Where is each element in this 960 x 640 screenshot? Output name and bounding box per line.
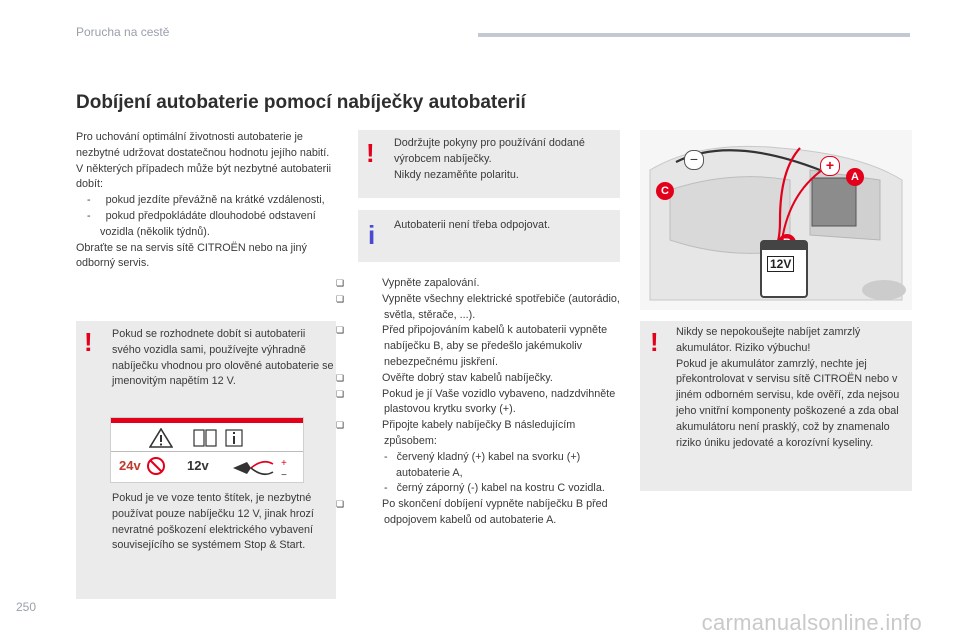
warning-box-right	[640, 321, 912, 491]
label-red-stripe	[111, 418, 303, 423]
intro-text	[76, 130, 344, 272]
step-1: ❏ Vypněte zapalování.	[360, 276, 622, 292]
intro-item-1: - pokud jezdíte převážně na krátké vzdálenosti,	[87, 194, 325, 207]
intro-paragraph-3: Obraťte se na servis sítě CITROËN nebo na jiný odborný servis.	[76, 241, 307, 270]
warning-exclamation-icon: !	[650, 327, 659, 357]
step-2: ❏ Vypněte všechny elektrické spotřebiče (autorádio, světla, stěrače, ...).	[336, 292, 620, 321]
info-icon: i	[368, 220, 376, 250]
checkbox-icon: ❏	[336, 499, 345, 510]
label-divider	[111, 451, 303, 452]
sub-step-1: - červený kladný (+) kabel na svorku (+) autobaterie A,	[384, 450, 581, 479]
warning-box-middle	[358, 130, 620, 198]
charger-12v-label: 12V	[767, 256, 794, 272]
label-24v: 24v	[119, 458, 141, 473]
checkbox-icon: ❏	[336, 278, 345, 288]
step-3: ❏ Před připojováním kabelů k autobaterii vypněte nabíječku B, aby se předešlo jakémukoliv nebezpečnému jiskření.	[336, 324, 608, 368]
step-final: ❏ Po skončení dobíjení vypněte nabíječku B před odpojovem kabelů od autobaterie A.	[336, 498, 608, 526]
sub-step-2: - černý záporný (-) kabel na kostru C vozidla.	[384, 482, 605, 495]
step-5: ❏ Pokud je jí Vaše vozidlo vybaveno, nadzdvihněte plastovou krytku svorky (+).	[336, 387, 616, 416]
checkbox-icon: ❏	[336, 293, 345, 304]
warning-middle-text: Dodržujte pokyny pro používání dodané výrobcem nabíječky. Nikdy nezaměňte polaritu.	[394, 137, 585, 181]
label-12v: 12v	[187, 458, 209, 473]
checkbox-icon: ❏	[336, 372, 345, 383]
intro-item-2: - pokud předpokládáte dlouhodobé odstavení vozidla (několik týdnů).	[87, 209, 316, 238]
warning-triangle-icon	[149, 428, 173, 448]
warning-left-text1: Pokud se rozhodnete dobít si autobaterii svého vozidla sami, používejte výhradně nabíječku vhodnou pro olověné autobaterie se jmenovitým napětím 12 V.	[112, 328, 334, 388]
checkbox-icon: ❏	[336, 420, 345, 431]
intro-paragraph-1: Pro uchování optimální životnosti autobaterie je nezbytné udržovat dostatečnou hodnotu jejího nabití.	[76, 131, 330, 159]
label-c-badge: C	[656, 182, 674, 200]
header-bar	[478, 33, 910, 37]
info-middle-text: Autobaterii není třeba odpojovat.	[394, 219, 551, 231]
label-a-badge: A	[846, 168, 864, 186]
stop-start-label-image	[110, 417, 304, 483]
info-square-icon	[225, 429, 243, 447]
page-number: 250	[16, 600, 37, 614]
battery-charger	[760, 240, 808, 298]
info-box-middle	[358, 210, 620, 262]
charger-handle	[762, 242, 806, 250]
charger-clamps-icon	[229, 454, 297, 480]
warning-right-text: Nikdy se nepokoušejte nabíjet zamrzlý akumulátor. Riziko výbuchu! Pokud je akumulátor zamrzlý, nechte jej překontrolovat v servisu sítě CITROËN nebo v jiném odborném servisu, kde ověří, zda nejsou jeho vnitřní komponenty poškozené a zda obal akumulátoru není prasklý, což by znamenalo riziko úniku jedovaté a korozívní kyseliny.	[676, 326, 900, 449]
no-24v-icon	[145, 456, 167, 476]
plus-terminal-badge: +	[820, 156, 840, 176]
warning-exclamation-icon: !	[366, 138, 375, 168]
intro-paragraph-2: V některých případech může být nezbytné autobaterii dobít:	[76, 162, 332, 191]
step-6: ❏ Připojte kabely nabíječky B následujícím způsobem:	[336, 419, 576, 447]
step-4: ❏ Ověřte dobrý stav kabelů nabíječky.	[360, 371, 622, 387]
section-title: Porucha na cestě	[76, 25, 170, 39]
svg-text:−: −	[281, 470, 287, 480]
warning-exclamation-icon: !	[84, 327, 93, 357]
steps-list	[336, 276, 622, 529]
warning-left-text2: Pokud je ve voze tento štítek, je nezbytné používat pouze nabíječku 12 V, jinak hrozí nevratné poškození elektrického vybavení souvisejícího se systémem Stop & Start.	[112, 492, 314, 552]
page-title: Dobíjení autobaterie pomocí nabíječky autobaterií	[76, 92, 526, 113]
manual-book-icon	[193, 429, 217, 447]
minus-terminal-badge: −	[684, 150, 704, 170]
checkbox-icon: ❏	[336, 325, 345, 336]
engine-bay-illustration	[640, 130, 912, 310]
warning-box-left	[76, 321, 336, 599]
svg-text:+: +	[281, 458, 287, 469]
watermark: carmanualsonline.info	[701, 610, 922, 635]
checkbox-icon: ❏	[336, 388, 345, 399]
